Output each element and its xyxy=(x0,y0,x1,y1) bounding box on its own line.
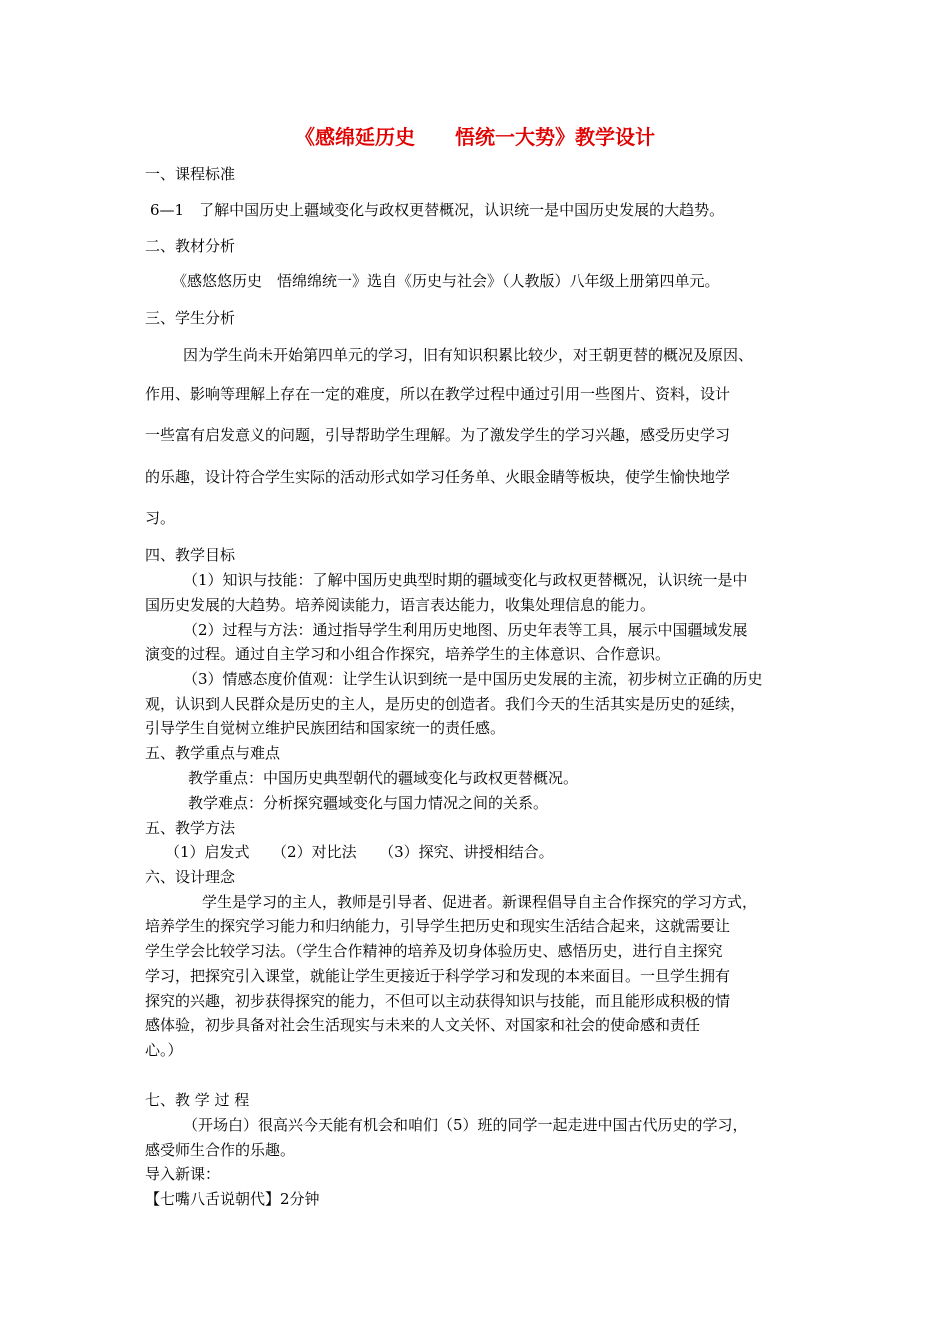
paragraph-line: 学习，把探究引入课堂，就能让学生更接近于科学学习和发现的本来面目。一旦学生拥有 xyxy=(145,967,731,985)
paragraph-line: 作用、影响等理解上存在一定的难度，所以在教学过程中通过引用一些图片、资料，设计 xyxy=(145,385,731,403)
document-title xyxy=(0,124,950,150)
paragraph-line: 因为学生尚未开始第四单元的学习，旧有知识积累比较少，对王朝更替的概况及原因、 xyxy=(183,346,754,364)
paragraph-line: 演变的过程。通过自主学习和小组合作探究，培养学生的主体意识、合作意识。 xyxy=(145,645,671,663)
paragraph-line: 《感悠悠历史 悟绵绵统一》选自《历史与社会》（人教版）八年级上册第四单元。 xyxy=(172,272,720,290)
section-heading-students: 三、学生分析 xyxy=(145,309,236,327)
section-heading-curriculum: 一、课程标准 xyxy=(145,165,236,183)
section-heading-philosophy: 六、设计理念 xyxy=(145,868,236,886)
paragraph-line: 培养学生的探究学习能力和归纳能力，引导学生把历史和现实生活结合起来，这就需要让 xyxy=(145,917,731,935)
section-heading-key-points: 五、教学重点与难点 xyxy=(145,744,281,762)
paragraph-line: 6—1 了解中国历史上疆域变化与政权更替概况，认识统一是中国历史发展的大趋势。 xyxy=(150,201,725,219)
paragraph-line: 一些富有启发意义的问题，引导帮助学生理解。为了激发学生的学习兴趣，感受历史学习 xyxy=(145,426,731,444)
section-heading-textbook: 二、教材分析 xyxy=(145,237,236,255)
title-part-2: 悟统一大势》教学设计 xyxy=(455,125,655,149)
paragraph-line: 【七嘴八舌说朝代】2分钟 xyxy=(145,1190,320,1208)
paragraph-line: 导入新课： xyxy=(145,1165,221,1183)
section-heading-methods: 五、教学方法 xyxy=(145,819,236,837)
paragraph-line: 国历史发展的大趋势。培养阅读能力，语言表达能力，收集处理信息的能力。 xyxy=(145,596,656,614)
paragraph-line: （2）过程与方法：通过指导学生利用历史地图、历史年表等工具，展示中国疆域发展 xyxy=(183,621,748,639)
paragraph-line: （开场白）很高兴今天能有机会和咱们（5）班的同学一起走进中国古代历史的学习， xyxy=(183,1116,748,1134)
paragraph-line: 学生学会比较学习法。（学生合作精神的培养及切身体验历史、感悟历史，进行自主探究 xyxy=(145,942,723,960)
paragraph-line: 探究的兴趣，初步获得探究的能力，不但可以主动获得知识与技能，而且能形成积极的情 xyxy=(145,992,731,1010)
paragraph-line: （1）知识与技能：了解中国历史典型时期的疆域变化与政权更替概况，认识统一是中 xyxy=(183,571,748,589)
paragraph-line: 感受师生合作的乐趣。 xyxy=(145,1141,296,1159)
section-heading-objectives: 四、教学目标 xyxy=(145,546,236,564)
paragraph-line: 教学难点：分析探究疆域变化与国力情况之间的关系。 xyxy=(188,794,549,812)
paragraph-line: 观，认识到人民群众是历史的主人，是历史的创造者。我们今天的生活其实是历史的延续， xyxy=(145,695,746,713)
paragraph-line: 的乐趣，设计符合学生实际的活动形式如学习任务单、火眼金睛等板块，使学生愉快地学 xyxy=(145,468,731,486)
paragraph-line: 习。 xyxy=(145,509,176,527)
paragraph-line: （3）情感态度价值观：让学生认识到统一是中国历史发展的主流，初步树立正确的历史 xyxy=(183,670,763,688)
paragraph-line: 引导学生自觉树立维护民族团结和国家统一的责任感。 xyxy=(145,719,506,737)
title-part-1: 《感绵延历史 xyxy=(295,125,415,149)
section-heading-process: 七、教 学 过 程 xyxy=(145,1091,250,1109)
paragraph-line: 感体验，初步具备对社会生活现实与未来的人文关怀、对国家和社会的使命感和责任 xyxy=(145,1016,701,1034)
paragraph-line: 学生是学习的主人，教师是引导者、促进者。新课程倡导自主合作探究的学习方式， xyxy=(202,893,758,911)
paragraph-line: 教学重点：中国历史典型朝代的疆域变化与政权更替概况。 xyxy=(188,769,579,787)
paragraph-line: （1）启发式 （2）对比法 （3）探究、讲授相结合。 xyxy=(165,843,554,861)
paragraph-line: 心。） xyxy=(145,1041,183,1059)
